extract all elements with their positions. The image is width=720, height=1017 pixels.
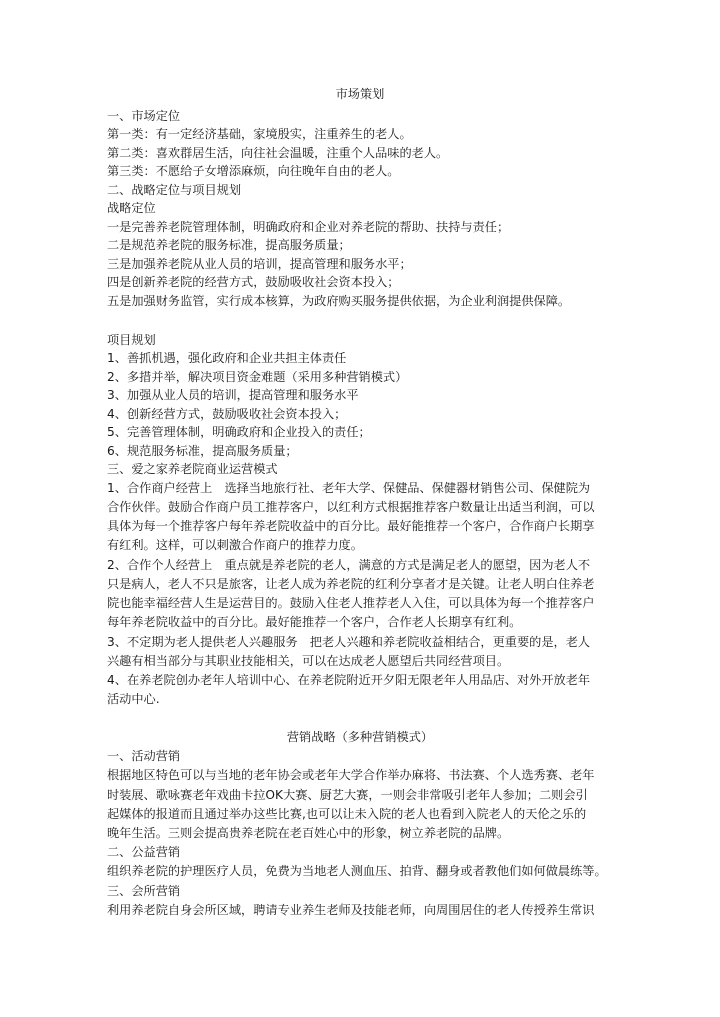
section-title: 营销战略（多种营销模式） (286, 730, 434, 744)
text-line: 1、合作商户经营上 选择当地旅行社、老年大学、保健品、保健器材销售公司、保健院为 (107, 481, 591, 495)
text-line: 4、创新经营方式，鼓励吸收社会资本投入； (107, 407, 347, 421)
section-heading: 三、爱之家养老院商业运营模式 (107, 462, 278, 476)
text-line: 晚年生活。三则会提高贵养老院在老百姓心中的形象，树立养老院的品牌。 (107, 826, 510, 840)
text-line: 五是加强财务监管，实行成本核算，为政府购买服务提供依据，为企业利润提供保障。 (107, 294, 571, 308)
page-title: 市场策划 (335, 87, 385, 101)
text-line: 4、在养老院创办老年人培训中心、在养老院附近开夕阳无限老年人用品店、对外开放老年 (107, 673, 591, 687)
text-line: 根据地区特色可以与当地的老年协会或老年大学合作举办麻将、书法赛、个人选秀赛、老年 (107, 768, 595, 782)
section-heading: 二、公益营销 (107, 845, 181, 859)
text-line: 6、规范服务标准，提高服务质量； (107, 444, 298, 458)
text-line: 2、合作个人经营上 重点就是养老院的老人，满意的方式是满足老人的愿望，因为老人不 (107, 558, 591, 572)
subheading: 战略定位 (107, 201, 156, 215)
text-line: 活动中心. (107, 692, 160, 706)
text-line: 院也能幸福经营人生是运营目的。鼓励入住老人推荐老人入住，可以具体为每一个推荐客户 (107, 596, 595, 610)
section-heading: 一、市场定位 (107, 109, 181, 123)
text-line: 兴趣有相当部分与其职业技能相关，可以在达成老人愿望后共同经营项目。 (107, 654, 510, 668)
text-line: 2、多措并举，解决项目资金难题（采用多种营销模式） (107, 370, 408, 384)
section-heading: 二、战略定位与项目规划 (107, 183, 242, 197)
text-line: 只是病人，老人不只是旅客，让老人成为养老院的红利分享者才是关键。让老人明白住养老 (107, 577, 595, 591)
text-line: 四是创新养老院的经营方式，鼓励吸收社会资本投入； (107, 275, 400, 289)
text-line: 第三类：不愿给子女增添麻烦，向往晚年自由的老人。 (107, 164, 400, 178)
text-line: 第一类：有一定经济基础，家境殷实，注重养生的老人。 (107, 127, 412, 141)
text-line: 有红利。这样，可以刺激合作商户的推荐力度。 (107, 538, 363, 552)
section-heading: 三、会所营销 (107, 884, 181, 898)
section-heading: 一、活动营销 (107, 749, 181, 763)
text-line: 利用养老院自身会所区域，聘请专业养生老师及技能老师，向周围居住的老人传授养生常识 (107, 903, 595, 917)
text-line: 具体为每一个推荐客户每年养老院收益中的百分比。最好能推荐一个客户，合作商户长期享 (107, 519, 595, 533)
text-line: 二是规范养老院的服务标准，提高服务质量； (107, 238, 351, 252)
text-line: 三是加强养老院从业人员的培训，提高管理和服务水平； (107, 257, 412, 271)
text-line: 每年养老院收益中的百分比。最好能推荐一个客户，合作老人长期享有红利。 (107, 615, 522, 629)
text-line: 合作伙伴。鼓励合作商户员工推荐客户，以红利方式根据推荐客户数量让出适当利润，可以 (107, 500, 595, 514)
text-line: 第二类：喜欢群居生活，向往社会温暖，注重个人品味的老人。 (107, 146, 449, 160)
text-line: 组织养老院的护理医疗人员，免费为当地老人测血压、拍背、翻身或者教他们如何做晨练等。 (107, 864, 607, 878)
text-line: 3、不定期为老人提供老人兴趣服务 把老人兴趣和养老院收益相结合，更重要的是，老人 (107, 635, 591, 649)
text-line: 3、加强从业人员的培训，提高管理和服务水平 (107, 388, 359, 402)
text-line: 一是完善养老院管理体制，明确政府和企业对养老院的帮助、扶持与责任； (107, 220, 510, 234)
subheading: 项目规划 (107, 333, 156, 347)
text-line: 5、完善管理体制，明确政府和企业投入的责任； (107, 425, 371, 439)
text-line: 1、善抓机遇，强化政府和企业共担主体责任 (107, 351, 347, 365)
text-line: 起媒体的报道而且通过举办这些比赛,也可以让未入院的老人也看到入院老人的天伦之乐的 (107, 807, 587, 821)
text-line: 时装展、歌咏赛老年戏曲卡拉OK大赛、厨艺大赛，一则会非常吸引老年人参加；二则会引 (107, 788, 588, 802)
